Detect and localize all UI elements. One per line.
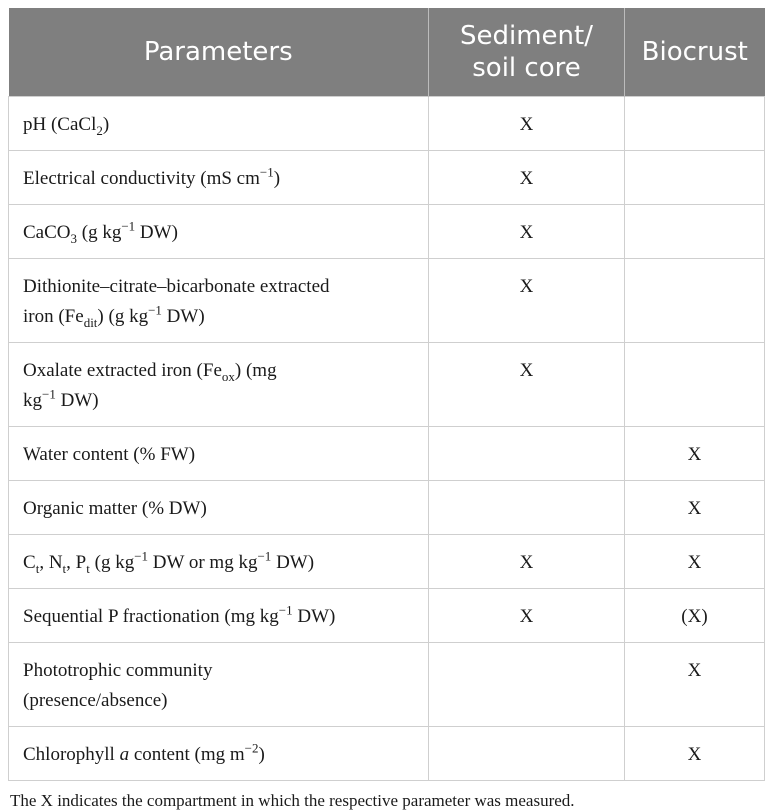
parameter-cell: CaCO$_3$ (g $kg^{-1}$ DW) <box>9 205 429 259</box>
parameter-cell: Water content (% FW) <box>9 427 429 481</box>
biocrust-cell: X <box>625 535 765 589</box>
header-parameters: Parameters <box>9 8 429 97</box>
table-row <box>9 535 765 589</box>
sediment-cell: X <box>429 589 625 643</box>
sediment-cell: X <box>429 343 625 427</box>
biocrust-cell: X <box>625 481 765 535</box>
biocrust-cell: X <box>625 427 765 481</box>
sediment-cell: X <box>429 205 625 259</box>
parameter-cell: $C_t$, $N_t$, $P_t$ (g $kg^{-1}$ DW or mg $kg^{-1}$ DW) <box>9 535 429 589</box>
sediment-cell: X <box>429 259 625 343</box>
parameter-cell: Oxalate extracted iron $(Fe_{ox})$ (mg $kg^{-1}$ DW) <box>9 343 429 427</box>
header-biocrust: Biocrust <box>625 8 765 97</box>
biocrust-cell <box>625 205 765 259</box>
biocrust-cell <box>625 151 765 205</box>
biocrust-cell <box>625 97 765 151</box>
sediment-cell <box>429 481 625 535</box>
header-sediment-line2: soil core <box>472 53 581 83</box>
table-row <box>9 727 765 781</box>
table-row <box>9 205 765 259</box>
table-row <box>9 259 765 343</box>
header-sediment-line1: Sediment/ <box>460 21 593 51</box>
parameter-cell: pH (CaCl$_2$) <box>9 97 429 151</box>
table-row <box>9 481 765 535</box>
parameter-cell: Organic matter (% DW) <box>9 481 429 535</box>
sediment-cell: X <box>429 151 625 205</box>
table-footnote: The X indicates the compartment in which the respective parameter was measured. <box>10 791 575 810</box>
parameter-cell: Electrical conductivity (mS $cm^{-1}$) <box>9 151 429 205</box>
table-row <box>9 343 765 427</box>
table-header-row <box>9 8 765 97</box>
biocrust-cell <box>625 343 765 427</box>
parameter-cell: Chlorophyll a content (mg $m^{-2}$) <box>9 727 429 781</box>
sediment-cell: X <box>429 535 625 589</box>
parameters-table-figure <box>8 8 764 811</box>
biocrust-cell: (X) <box>625 589 765 643</box>
sediment-cell: X <box>429 97 625 151</box>
table-row <box>9 427 765 481</box>
biocrust-cell: X <box>625 643 765 727</box>
parameters-table <box>8 8 765 781</box>
sediment-cell <box>429 727 625 781</box>
header-sediment-soil-core <box>429 8 625 97</box>
table-row <box>9 151 765 205</box>
biocrust-cell <box>625 259 765 343</box>
table-row <box>9 643 765 727</box>
table-row <box>9 589 765 643</box>
parameter-cell: Sequential P fractionation (mg $kg^{-1}$ DW) <box>9 589 429 643</box>
sediment-cell <box>429 643 625 727</box>
sediment-cell <box>429 427 625 481</box>
biocrust-cell: X <box>625 727 765 781</box>
parameter-cell: Phototrophic community (presence/absence) <box>9 643 429 727</box>
parameter-cell: Dithionite–citrate–bicarbonate extracted iron $(Fe_{dit})$ (g $kg^{-1}$ DW) <box>9 259 429 343</box>
table-row <box>9 97 765 151</box>
